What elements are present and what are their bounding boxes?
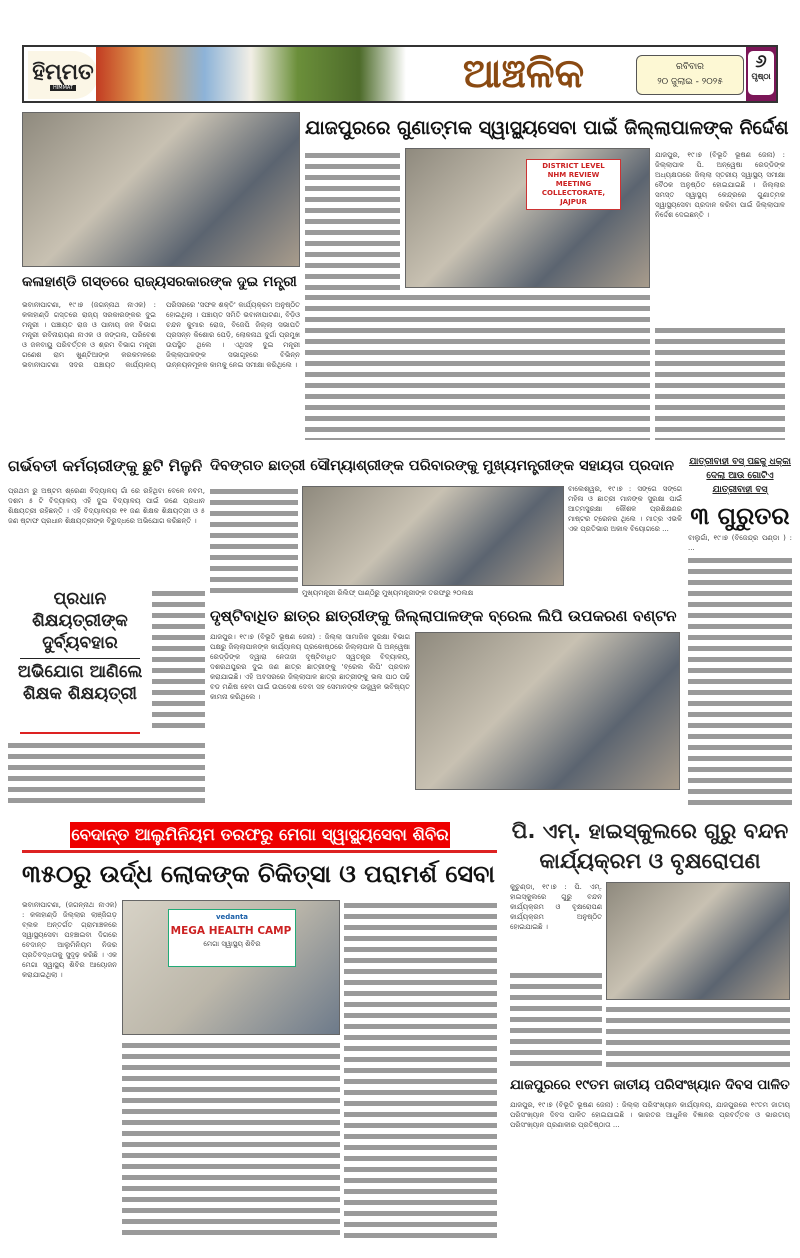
article-body: କୁଚୁଣ୍ଡା, ୧୯।୭ : ପି. ଏମ୍. ହାଇସ୍କୁଲରେ ଗୁରୁ ବନ୍ଦନ କାର୍ଯ୍ୟକ୍ରମ ଓ ବୃକ୍ଷରୋପଣ କାର୍ଯ୍ୟକ୍ରମ ଅନୁଷ୍ଠିତ ହୋଇଯାଇଛି । [510, 883, 602, 931]
ministers-photo [22, 112, 300, 267]
article-body: ପ୍ରଥମ ରୁ ଅଷ୍ଟମ ଶ୍ରେଣୀ ବିଦ୍ୟାଳୟ ଗାଁ ରେ ରହିଥିବା ବେଳେ ନବମ, ଦଶମ ୫ ଟି ବିଦ୍ୟାଳୟ ଏହି ଦୁଇ ବିଦ୍ୟାଳୟ ପାଇଁ ଜଣେ ପ୍ରଧାନ ଶିକ୍ଷୟତ୍ରୀ ରହିଛନ୍ତି । ଏହି ବିଦ୍ୟାଳୟର ୧୧ ଜଣ ଶିକ୍ଷକ ଶିକ୍ଷୟତ୍ରୀ ଓ ୫ ଜଣ ଷ୍ଟାଫ ପ୍ରଧାନ ଶିକ୍ଷୟତ୍ରୀଙ୍କ ବିରୁଦ୍ଧରେ ଅଭିଯୋଗ କରିଛନ୍ତି । [8, 487, 205, 525]
date: ୨୦ ଜୁଲାଇ - ୨୦୨୫ [657, 77, 723, 87]
kicker-box [12, 588, 148, 734]
day: ରବିବାର [676, 62, 704, 72]
newspaper-logo: ହିମ୍ମତ HIMMAT [28, 51, 98, 99]
article-body-continued [210, 486, 298, 596]
headline-jajpur-health: ଯାଜପୁରରେ ଗୁଣାତ୍ମକ ସ୍ୱାସ୍ଥ୍ୟସେବା ପାଇଁ ଜିଲ୍ଲାପାଳଙ୍କ ନିର୍ଦ୍ଦେଶ [305, 117, 789, 139]
divider [20, 732, 140, 734]
article-body-continued [152, 588, 205, 734]
section-title: ଆଞ୍ଚଳିକ [462, 51, 585, 97]
headline-statistics-day: ଯାଜପୁରରେ ୧୯ତମ ଜାତୀୟ ପରିସଂଖ୍ୟାନ ଦିବସ ପାଳିତ [510, 1077, 790, 1093]
article-body-continued [510, 970, 602, 1069]
cheque-handover-photo [302, 486, 564, 586]
article-body: ଯାଜପୁର। ୧୯।୭ (ବିଭୂତି ଭୂଷଣ ଜେନା) : ଜିଲ୍ଲା ସାମାଜିକ ସୁରକ୍ଷା ବିଭାଗ ପକ୍ଷରୁ ଜିଲ୍ଲାପାଳଙ୍କ କାର୍ଯ୍ୟାଳୟ ପ୍ରକୋଷ୍ଠରେ ଜିଲ୍ଲାପାଳ ପି ଅନ୍ୱେଷା ରେଡ୍ଡିଙ୍କ ଦ୍ୱାରା ନେତାଜୀ ଦୃଷ୍ଟିବାଧିତ ସ୍ୱତନ୍ତ୍ର ବିଦ୍ୟାଳୟ, ଦଶରଥପୁରର ଦୁଇ ଜଣ ଛାତ୍ର ଛାତ୍ରୀଙ୍କୁ 'ବ୍ରେଲ ଲିପି' ପ୍ରଦାନ କରାଯାଇଛି। ଏହି ଅବସରରେ ଜିଲ୍ଲାପାଳ ଛାତ୍ର ଛାତ୍ରୀଙ୍କୁ ଭଲ ପାଠ ପଢି ବଡ ମଣିଷ ହେବା ପାଇଁ ଉପଦେଶ ଦେବା ସହ ସେମାନଙ୍କ ଉଜ୍ଜ୍ୱଳ ଭବିଷ୍ୟତ କାମନା କରିଥିଲେ । [210, 633, 410, 701]
school-event-photo [606, 882, 790, 1000]
divider [20, 658, 140, 659]
divider [22, 850, 497, 853]
page-label: ପୃଷ୍ଠା [751, 72, 771, 81]
bus-accident-story [688, 455, 792, 805]
article-body-continued [606, 1004, 790, 1069]
headline-guru-vandan: ପି. ଏମ୍. ହାଇସ୍କୁଲରେ ଗୁରୁ ବନ୍ଦନ କାର୍ଯ୍ୟକ୍ରମ ଓ ବୃକ୍ଷରୋପଣ [511, 819, 789, 873]
headline-braille: ଦୃଷ୍ଟିବାଧିତ ଛାତ୍ର ଛାତ୍ରୀଙ୍କୁ ଜିଲ୍ଲାପାଳଙ୍କ ବ୍ରେଲ ଲିପି ଉପକରଣ ବଣ୍ଟନ [210, 607, 677, 625]
vedanta-banner: ବେଦାନ୍ତ ଆଲୁମିନିୟମ ତରଫରୁ ମେଗା ସ୍ୱାସ୍ଥ୍ୟସେବା ଶିବିର [70, 822, 450, 848]
headline-pregnant-employee: ଗର୍ଭବତୀ କର୍ମଚାରୀଙ୍କୁ ଛୁଟି ମିଳୁନି [8, 457, 203, 475]
headline-health-camp: ୩୫୦ରୁ ଉର୍ଦ୍ଧ ଲୋକଙ୍କ ଚିକିତ୍ସା ଓ ପରାମର୍ଶ ସେବା [22, 860, 495, 888]
article-body-continued [688, 555, 792, 805]
meeting-banner: DISTRICT LEVEL NHM REVIEW MEETING COLLECTORATE, JAJPUR [526, 159, 621, 210]
date-box [636, 55, 744, 95]
article-body: ଯାଜପୁର, ୧୯।୭ (ବିଭୂତି ଭୂଷଣ ଜେନା) : ଜିଲ୍ଲା ପରିସଂଖ୍ୟାନ କାର୍ଯ୍ୟାଳୟ, ଯାଜପୁରରେ ୧୯ତମ ଜାତୀୟ ପରିସଂଖ୍ୟାନ ଦିବସ ପାଳିତ ହୋଇଯାଇଛି । ଭାରତର ଆଧୁନିକ ବିଜ୍ଞାନର ପ୍ରବର୍ତ୍ତକ ଓ ଭାରତୀୟ ପରିସଂଖ୍ୟାନ ପ୍ରଣାଳୀର ପ୍ରତିଷ୍ଠାତା ... [510, 1101, 790, 1129]
article-body-continued [655, 325, 785, 440]
subheadline-bus: ଯାତ୍ରୀବାହୀ ବସ୍ ପଛକୁ ଧକ୍କା ଦେଲା ଆଉ ଗୋଟିଏ ଯାତ୍ରୀବାହୀ ବସ୍ [689, 457, 791, 495]
article-body: ବାଲୁଗାଁ, ୧୯।୭ (ବିଜେନ୍ଦ୍ର ପଣ୍ଡା ) : ... [688, 534, 792, 552]
masthead [22, 45, 778, 103]
article-body: ଭବାନୀପାଟଣା, (ଜଗନ୍ନାଥ ନାଏକ) : କଳାହାଣ୍ଡି ଜିଲ୍ଲାର ଲାଞ୍ଜିଗଡ଼ ବ୍ଲକ ଅନ୍ତର୍ଗତ ଗ୍ରାମାଞ୍ଚଳରେ ସ୍ୱାସ୍ଥ୍ୟସେବା ପହଞ୍ଚାଇବା ଦିଗରେ ବେଦାନ୍ତ ଆଲୁମିନିୟମ ନିଜର ପ୍ରତିବଦ୍ଧତାକୁ ସୁଦୃଢ଼ କରିଛି । ଏକ ମେଗା ସ୍ୱାସ୍ଥ୍ୟ ଶିବିର ଆୟୋଜନ କରାଯାଇଥିଲା । [22, 901, 117, 979]
kicker-complaint: ଅଭିଯୋଗ ଆଣିଲେ ଶିକ୍ଷକ ଶିକ୍ଷୟତ୍ରୀ [17, 662, 143, 704]
article-body-continued [305, 292, 650, 440]
article-body-continued [305, 150, 400, 290]
kicker-headmistress: ପ୍ରଧାନ ଶିକ୍ଷୟତ୍ରୀଙ୍କ ଦୁର୍ବ୍ୟବହାର [32, 589, 128, 653]
headline-kalahandi: କଳାହାଣ୍ଡି ଗସ୍ତରେ ରାଜ୍ୟସରକାରଙ୍କ ଦୁଇ ମନ୍ତ୍ରୀ [22, 274, 297, 290]
photo-caption: ମୁଖ୍ୟମନ୍ତ୍ରୀ ରିଲିଫ୍ ପାଣ୍ଠିରୁ ମୁଖ୍ୟମନ୍ତ୍ରୀଙ୍କ ତରଫରୁ ୨୦ଲକ୍ଷ [302, 589, 474, 597]
masthead-photo-collage [96, 47, 406, 101]
health-camp-sign: vedanta MEGA HEALTH CAMP ମେଗା ସ୍ୱାସ୍ଥ୍ୟ ଶିବିର [168, 909, 296, 967]
article-body-continued [344, 900, 497, 1240]
article-body: ବାଲେଶ୍ୱର, ୧୯।୭ : ସଙ୍ଗେ ସଙ୍ଗେ ମହିଳା ଓ ଛାତ୍ରୀ ମାନଙ୍କ ସୁରକ୍ଷା ପାଇଁ ଆତ୍ମସୁରକ୍ଷା କୌଶଳ ପ୍ରଶିକ୍ଷଣର ମାଷ୍ଟର ଟ୍ରେନର ଥିଲେ । ମାତ୍ର ଏଭଳି ଏକ ପ୍ରତିଭାର ଅକାଳ ବିୟୋଗରେ ... [568, 485, 682, 533]
nhm-meeting-photo [405, 148, 650, 288]
headline-soumyashree: ଦିବଙ୍ଗତ ଛାତ୍ରୀ ସୌମ୍ୟାଶ୍ରୀଙ୍କ ପରିବାରଙ୍କୁ ମୁଖ୍ୟମନ୍ତ୍ରୀଙ୍କ ସହାୟତା ପ୍ରଦାନ [210, 458, 674, 474]
article-body-continued [122, 1040, 340, 1240]
article-body-continued [8, 740, 205, 804]
headline-three-injured: ୩ ଗୁରୁତର [690, 502, 790, 530]
article-body: ଯାଜପୁର, ୧୯।୭ (ବିଭୂତି ଭୂଷଣ ଜେନା) : ଜିଲ୍ଲାପାଳ ପି. ଅନ୍ୱେଷା ରେଡ୍ଡିଙ୍କ ଅଧ୍ୟକ୍ଷତାରେ ଜିଲ୍ଲା ସ୍ତରୀୟ ସ୍ୱାସ୍ଥ୍ୟ ସମୀକ୍ଷା ବୈଠକ ଅନୁଷ୍ଠିତ ହୋଇଯାଇଛି । ଜିଲ୍ଲାର ସମସ୍ତ ସ୍ୱାସ୍ଥ୍ୟ କେନ୍ଦ୍ରରେ ଗୁଣାତ୍ମକ ସ୍ୱାସ୍ଥ୍ୟସେବା ପ୍ରଦାନ କରିବା ପାଇଁ ଜିଲ୍ଲାପାଳ ନିର୍ଦ୍ଦେଶ ଦେଇଛନ୍ତି । [655, 151, 785, 219]
page-number: ୬ [755, 51, 767, 72]
article-body: ଭବାନୀପାଟଣା, ୧୯।୭ (ଜଗନ୍ନାଥ ନାଏକ) : କଳାହାଣ୍ଡି ଗସ୍ତରେ ରାଜ୍ୟ ସରକାରଙ୍କର ଦୁଇ ମନ୍ତ୍ରୀ । ପଞ୍ଚାୟତ ରାଜ ଓ ପାନୀୟ ଜଳ ବିଭାଗ ମନ୍ତ୍ରୀ ରବିନାରାୟଣ ନାଏକ ଓ ଜଙ୍ଗଲ, ପରିବେଶ ଓ ଜଳବାୟୁ ପରିବର୍ତ୍ତନ ଓ ଶ୍ରମ ବିଭାଗ ମନ୍ତ୍ରୀ ଗଣେଶ ରାମ ଖୁଣ୍ଟିଆଙ୍କ କରକମଳରେ ଭବାନୀପାଟଣା ସଦର ପଞ୍ଚାୟତ କାର୍ଯ୍ୟାଳୟ ପରିସରରେ 'ସଫଳ ଶକ୍ତି' କାର୍ଯ୍ୟକ୍ରମ ଅନୁଷ୍ଠିତ ହୋଇଥିଲା । ପଞ୍ଚାୟତ ସମିତି ଭବାନୀପାଟଣା, ବିଡ଼ିଓ ଚନ୍ଦନ କୁମାର ରୋଜ, ବିଜେପି ଜିଲ୍ଲା ସଭାପତି ପ୍ରସନ୍ନ କିଶୋର ପେଡ଼ି, ଲୋକନାଥ ଦୁର୍ଗା ପ୍ରମୁଖ ଉପସ୍ଥିତ ଥିଲେ । ଏଥିସହ ଦୁଇ ମନ୍ତ୍ରୀ ଜିଲ୍ଲାପାଳଙ୍କ ସଭାଗୃହରେ ବିଭିନ୍ନ ଉନ୍ନୟନମୂଳକ କାମକୁ ନେଇ ସମୀକ୍ଷା କରିଥିଲେ । [22, 301, 300, 369]
page-number-box [746, 47, 776, 101]
braille-distribution-photo [415, 632, 680, 790]
health-camp-photo [122, 900, 340, 1035]
